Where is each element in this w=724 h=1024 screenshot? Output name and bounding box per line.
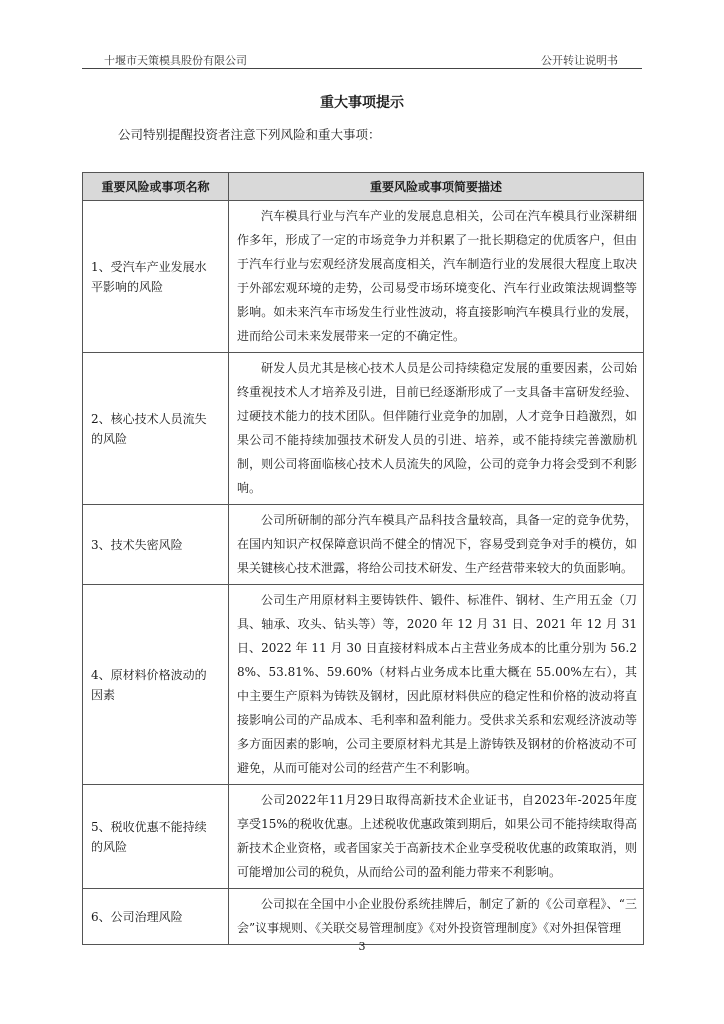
risk-desc: 公司2022年11月29日取得高新技术企业证书，自2023年-2025年度享受15%的税收优惠。上述税收优惠政策到期后，如果公司不能持续取得高新技术企业资格，或者国家关于高新技术企业享受税收优惠的政策取消，则可能增加公司的税负，从而给公司的盈利能力带来不利影响。 [229, 785, 644, 889]
header-company: 十堰市天策模具股份有限公司 [104, 54, 247, 67]
header-doc-type: 公开转让说明书 [541, 54, 618, 67]
intro-text: 公司特别提醒投资者注意下列风险和重大事项： [118, 127, 381, 142]
header-divider [82, 68, 642, 69]
page-title: 重大事项提示 [320, 95, 404, 111]
col-header-name: 重要风险或事项名称 [83, 173, 229, 201]
table-row [83, 353, 644, 505]
risk-desc: 汽车模具行业与汽车产业的发展息息相关，公司在汽车模具行业深耕细作多年，形成了一定的市场竞争力并积累了一批长期稳定的优质客户，但由于汽车行业与宏观经济发展高度相关，汽车制造行业的发展很大程度上取决于外部宏观环境的走势，公司易受市场环境变化、汽车行业政策法规调整等影响。如未来汽车市场发生行业性波动，将直接影响汽车模具行业的发展，进而给公司未来发展带来一定的不确定性。 [229, 201, 644, 353]
risk-desc: 公司所研制的部分汽车模具产品科技含量较高，具备一定的竞争优势，在国内知识产权保障意识尚不健全的情况下，容易受到竞争对手的模仿，如果关键核心技术泄露，将给公司技术研发、生产经营带来较大的负面影响。 [229, 505, 644, 585]
table-header-row [83, 173, 644, 201]
risk-desc: 公司生产用原材料主要铸铁件、锻件、标准件、钢材、生产用五金（刀具、轴承、攻头、钻头等）等，2020 年 12 月 31 日、2021 年 12 月 31 日、2022 年 11 月 30 日直接材料成本占主营业务成本的比重分别为 56.28%、53.81%、59.60%（材料占业务成本比重大概在 55.00%左右），其中主要生产原料为铸铁及钢材，因此原材料供应的稳定性和价格的波动将直接影响公司的产品成本、毛利率和盈利能力。受供求关系和宏观经济波动等多方面因素的影响，公司主要原材料尤其是上游铸铁及钢材的价格波动不可避免，从而可能对公司的经营产生不利影响。 [229, 585, 644, 785]
risk-desc: 研发人员尤其是核心技术人员是公司持续稳定发展的重要因素，公司始终重视技术人才培养及引进，目前已经逐渐形成了一支具备丰富研发经验、过硬技术能力的技术团队。但伴随行业竞争的加剧，人才竞争日趋激烈，如果公司不能持续加强技术研发人员的引进、培养，或不能持续完善激励机制，则公司将面临核心技术人员流失的风险，公司的竞争力将会受到不利影响。 [229, 353, 644, 505]
risk-table [82, 172, 644, 945]
risk-desc: 公司拟在全国中小企业股份系统挂牌后，制定了新的《公司章程》、“三会”议事规则、《关联交易管理制度》《对外投资管理制度》《对外担保管理 [229, 889, 644, 945]
risk-name: 4、原材料价格波动的因素 [83, 585, 229, 785]
risk-name: 3、技术失密风险 [83, 505, 229, 585]
table-row [83, 889, 644, 945]
table-row [83, 201, 644, 353]
table-row [83, 585, 644, 785]
risk-name: 6、公司治理风险 [83, 889, 229, 945]
table-row [83, 785, 644, 889]
page-number: 3 [358, 940, 366, 953]
table-row [83, 505, 644, 585]
risk-name: 1、受汽车产业发展水平影响的风险 [83, 201, 229, 353]
page-header [82, 50, 642, 66]
risk-name: 5、税收优惠不能持续的风险 [83, 785, 229, 889]
col-header-desc: 重要风险或事项简要描述 [229, 173, 644, 201]
risk-name: 2、核心技术人员流失的风险 [83, 353, 229, 505]
